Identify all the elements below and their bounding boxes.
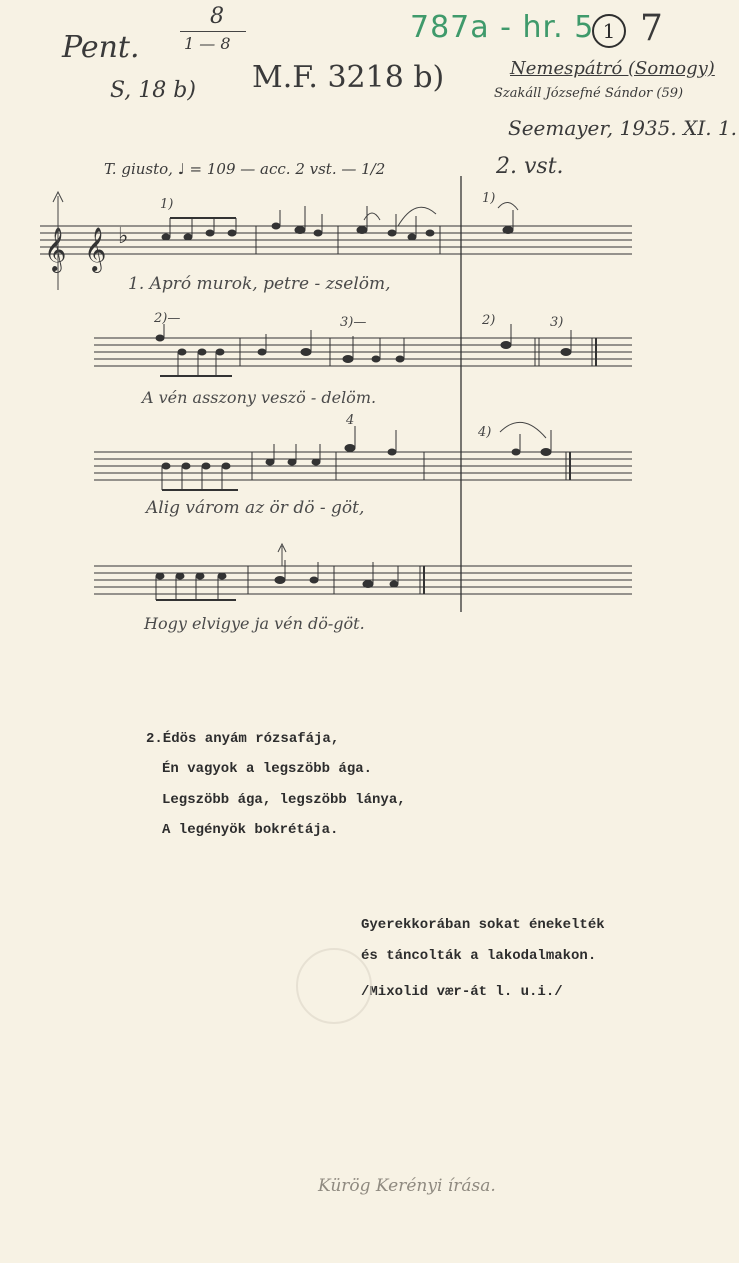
- svg-text:2)—: 2)—: [154, 311, 181, 326]
- lyric-line-1: 1. Apró murok, petre - zselöm,: [128, 274, 391, 294]
- collector: Seemayer, 1935. XI. 1.: [508, 116, 738, 140]
- verse2-line-4: A legényök bokrétája.: [162, 822, 339, 838]
- svg-text:3): 3): [550, 315, 564, 330]
- fraction-top: 8: [210, 4, 224, 29]
- verse-mark: 2. vst.: [496, 154, 564, 179]
- treble-clef-1: 𝄞: [44, 227, 67, 271]
- lyric-line-2: A vén asszony veszö - delöm.: [142, 388, 377, 407]
- archive-stamp: [296, 948, 372, 1024]
- left-code: Pent.: [62, 30, 140, 65]
- footer-handwriting: Kürög Kerényi írása.: [318, 1176, 496, 1196]
- svg-text:2): 2): [482, 313, 496, 328]
- staff-2: [94, 338, 632, 366]
- archive-id: 787a - hr. 5: [410, 10, 595, 45]
- fraction-bottom: 1 — 8: [184, 34, 231, 53]
- lyric-line-4: Hogy elvigye ja vén dö-göt.: [144, 614, 365, 633]
- flat-sign: ♭: [118, 224, 129, 249]
- svg-text:1): 1): [482, 191, 496, 206]
- note-line-2: és táncolták a lakodalmakon.: [361, 948, 597, 964]
- tempo-marking: T. giusto, ♩ = 109 — acc. 2 vst. — 1/2: [104, 160, 386, 178]
- svg-text:3)—: 3)—: [340, 315, 367, 330]
- left-sub: S, 18 b): [110, 78, 196, 103]
- page-number: 7: [640, 8, 663, 49]
- place: Nemespátró (Somogy): [510, 58, 715, 79]
- lyric-line-3: Alig várom az ör dö - göt,: [146, 498, 365, 518]
- verse2-line-3: Legszöbb ága, legszöbb lánya,: [162, 792, 406, 808]
- svg-text:1): 1): [160, 197, 174, 212]
- mf-number: M.F. 3218 b): [252, 60, 445, 95]
- staff-3: [94, 452, 632, 480]
- verse2-line-2: Én vagyok a legszöbb ága.: [162, 761, 373, 777]
- note-line-1: Gyerekkorában sokat énekelték: [361, 917, 605, 933]
- staff-4: [94, 566, 632, 594]
- treble-clef-2: 𝄞: [84, 227, 107, 271]
- svg-text:4: 4: [346, 413, 355, 428]
- verse2-line-1: 2.Édös anyám rózsafája,: [146, 731, 340, 747]
- staff-1: [40, 226, 632, 254]
- note-line-3: /Mixolid vær-át l. u.i./: [361, 984, 563, 1000]
- notes-staff-2: [156, 324, 571, 376]
- svg-text:4): 4): [478, 425, 492, 440]
- singer: Szakáll Józsefné Sándor (59): [494, 86, 684, 101]
- circled-number: 1: [592, 14, 626, 48]
